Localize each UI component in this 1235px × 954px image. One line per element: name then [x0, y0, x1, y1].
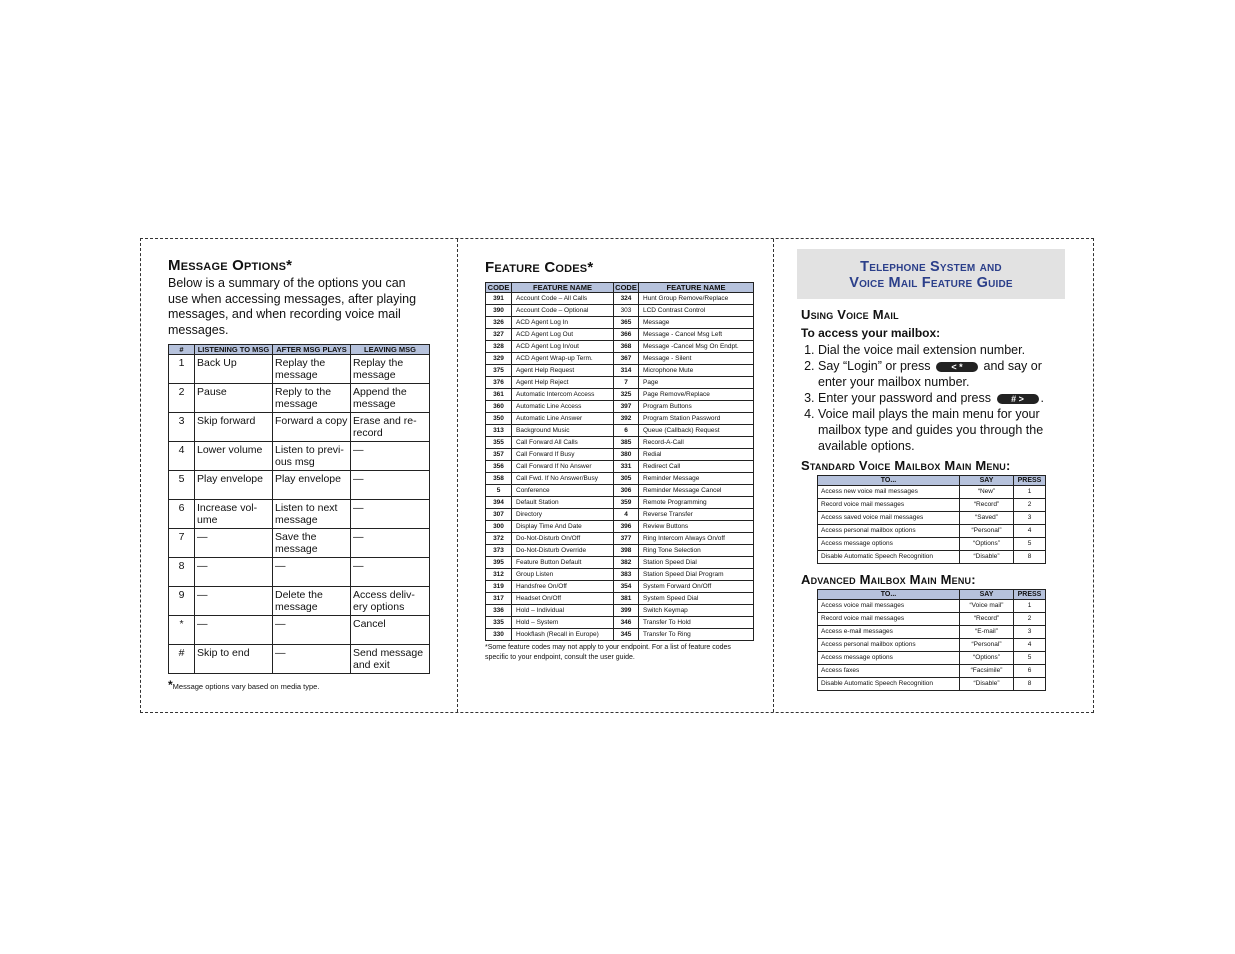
table-cell: 312: [486, 569, 512, 581]
table-cell: 313: [486, 425, 512, 437]
table-cell: 398: [614, 545, 639, 557]
table-cell: ACD Agent Log In: [512, 317, 614, 329]
feature-codes-header-row: [486, 283, 754, 293]
table-cell: Microphone Mute: [639, 365, 754, 377]
table-cell: Message - Silent: [639, 353, 754, 365]
table-cell: 394: [486, 497, 512, 509]
table-cell: Replay the message: [273, 355, 351, 384]
table-row: [169, 355, 430, 384]
table-cell: 395: [486, 557, 512, 569]
message-options-footnote: *Message options vary based on media type.: [168, 678, 320, 692]
table-cell: Listen to previ-ous msg: [273, 442, 351, 471]
table-cell: 367: [614, 353, 639, 365]
table-cell: Message: [639, 317, 754, 329]
table-cell: 361: [486, 389, 512, 401]
table-cell: “Facsimile”: [960, 665, 1014, 678]
table-cell: 331: [614, 461, 639, 473]
table-cell: Send message and exit: [351, 645, 430, 674]
table-cell: Access faxes: [818, 665, 960, 678]
table-cell: 2: [169, 384, 195, 413]
table-cell: Disable Automatic Speech Recognition: [818, 678, 960, 691]
table-cell: Reply to the message: [273, 384, 351, 413]
table-row: [486, 449, 754, 461]
column-header: PRESS: [1014, 590, 1046, 600]
table-cell: Page: [639, 377, 754, 389]
table-cell: Increase vol-ume: [195, 500, 273, 529]
table-cell: LCD Contrast Control: [639, 305, 754, 317]
table-cell: Directory: [512, 509, 614, 521]
table-cell: Program Buttons: [639, 401, 754, 413]
table-row: [486, 365, 754, 377]
column-header: FEATURE NAME: [512, 283, 614, 293]
table-cell: Headset On/Off: [512, 593, 614, 605]
table-cell: Automatic Line Access: [512, 401, 614, 413]
table-cell: 357: [486, 449, 512, 461]
standard-menu-heading: Standard Voice Mailbox Main Menu:: [801, 458, 1011, 473]
table-cell: Save the message: [273, 529, 351, 558]
table-cell: “Options”: [960, 538, 1014, 551]
table-cell: “Personal”: [960, 525, 1014, 538]
table-cell: Review Buttons: [639, 521, 754, 533]
table-row: [818, 499, 1046, 512]
step-2: 2. Say “Login” or press < * and say or enter your mailbox number.: [818, 358, 1067, 390]
table-cell: 325: [614, 389, 639, 401]
column-header: SAY: [960, 590, 1014, 600]
table-row: [818, 538, 1046, 551]
table-row: [486, 617, 754, 629]
table-cell: Remote Programming: [639, 497, 754, 509]
feature-codes-table: [485, 282, 754, 641]
table-cell: 306: [614, 485, 639, 497]
step-4: 4. Voice mail plays the main menu for your mailbox type and guides you through the available options.: [818, 406, 1067, 454]
step-3: 3. Enter your password and press # > .: [818, 390, 1067, 406]
table-cell: 4: [169, 442, 195, 471]
table-cell: Default Station: [512, 497, 614, 509]
column-header: SAY: [960, 476, 1014, 486]
table-cell: 8: [1014, 551, 1046, 564]
table-cell: 390: [486, 305, 512, 317]
table-cell: Access voice mail messages: [818, 600, 960, 613]
table-row: [486, 533, 754, 545]
table-row: [169, 645, 430, 674]
table-cell: Call Forward All Calls: [512, 437, 614, 449]
table-cell: Account Code – All Calls: [512, 293, 614, 305]
table-cell: 329: [486, 353, 512, 365]
table-cell: Group Listen: [512, 569, 614, 581]
table-cell: Forward a copy: [273, 413, 351, 442]
table-cell: 383: [614, 569, 639, 581]
table-cell: 380: [614, 449, 639, 461]
table-row: [486, 425, 754, 437]
table-cell: “Record”: [960, 499, 1014, 512]
table-cell: Message -Cancel Msg On Endpt.: [639, 341, 754, 353]
star-key-icon: < *: [936, 362, 978, 372]
table-row: [486, 473, 754, 485]
table-cell: —: [351, 529, 430, 558]
table-cell: 365: [614, 317, 639, 329]
table-row: [486, 413, 754, 425]
table-cell: Station Speed Dial: [639, 557, 754, 569]
table-row: [486, 581, 754, 593]
table-cell: Access deliv-ery options: [351, 587, 430, 616]
table-cell: 5: [169, 471, 195, 500]
table-row: [486, 485, 754, 497]
table-row: [486, 377, 754, 389]
table-row: [169, 471, 430, 500]
table-cell: 391: [486, 293, 512, 305]
table-cell: 7: [614, 377, 639, 389]
table-cell: Append the message: [351, 384, 430, 413]
table-cell: 385: [614, 437, 639, 449]
access-steps: [797, 342, 1067, 454]
table-cell: Delete the message: [273, 587, 351, 616]
column-header: AFTER MSG PLAYS: [273, 345, 351, 355]
message-options-panel: [168, 257, 429, 692]
table-cell: “E-mail”: [960, 626, 1014, 639]
table-cell: Switch Keymap: [639, 605, 754, 617]
table-cell: Disable Automatic Speech Recognition: [818, 551, 960, 564]
table-cell: Automatic Line Answer: [512, 413, 614, 425]
feature-codes-title: Feature Codes*: [485, 259, 594, 276]
table-row: [169, 413, 430, 442]
table-cell: 359: [614, 497, 639, 509]
table-cell: 8: [1014, 678, 1046, 691]
table-row: [486, 557, 754, 569]
table-cell: System Forward On/Off: [639, 581, 754, 593]
table-row: [486, 461, 754, 473]
table-cell: “Disable”: [960, 551, 1014, 564]
table-cell: Ring Intercom Always On/off: [639, 533, 754, 545]
message-options-title: Message Options*: [168, 257, 293, 274]
table-cell: Redirect Call: [639, 461, 754, 473]
message-options-table: [168, 344, 430, 674]
table-cell: 2: [1014, 499, 1046, 512]
table-cell: 6: [169, 500, 195, 529]
pound-key-icon: # >: [997, 394, 1039, 404]
table-cell: 372: [486, 533, 512, 545]
table-row: [486, 329, 754, 341]
table-cell: Handsfree On/Off: [512, 581, 614, 593]
table-cell: 3: [1014, 512, 1046, 525]
standard-menu-header-row: [818, 476, 1046, 486]
table-cell: Do-Not-Disturb Override: [512, 545, 614, 557]
table-cell: 328: [486, 341, 512, 353]
column-header: PRESS: [1014, 476, 1046, 486]
message-options-intro: Below is a summary of the options you can use when accessing messages, after playing messages, and when recording voice mail messages.: [168, 276, 417, 337]
table-cell: Lower volume: [195, 442, 273, 471]
table-cell: —: [273, 645, 351, 674]
table-cell: 358: [486, 473, 512, 485]
table-cell: Reminder Message: [639, 473, 754, 485]
fold-line: [457, 239, 458, 712]
table-cell: Access new voice mail messages: [818, 486, 960, 499]
table-cell: 4: [1014, 525, 1046, 538]
table-cell: Automatic Intercom Access: [512, 389, 614, 401]
table-row: [818, 639, 1046, 652]
column-header: LISTENING TO MSG: [195, 345, 273, 355]
table-cell: —: [351, 471, 430, 500]
table-row: [486, 497, 754, 509]
column-header: FEATURE NAME: [639, 283, 754, 293]
table-cell: 303: [614, 305, 639, 317]
table-cell: Transfer To Hold: [639, 617, 754, 629]
fold-line: [773, 239, 774, 712]
table-row: [818, 613, 1046, 626]
table-cell: Ring Tone Selection: [639, 545, 754, 557]
column-header: #: [169, 345, 195, 355]
table-cell: Hold – Individual: [512, 605, 614, 617]
table-row: [818, 512, 1046, 525]
table-cell: 326: [486, 317, 512, 329]
table-cell: Erase and re-record: [351, 413, 430, 442]
table-cell: 330: [486, 629, 512, 641]
table-cell: Feature Button Default: [512, 557, 614, 569]
table-cell: 356: [486, 461, 512, 473]
table-row: [818, 665, 1046, 678]
table-row: [486, 341, 754, 353]
table-cell: “Options”: [960, 652, 1014, 665]
table-cell: ACD Agent Log Out: [512, 329, 614, 341]
table-cell: Play envelope: [195, 471, 273, 500]
table-cell: Play envelope: [273, 471, 351, 500]
using-voice-mail-heading: Using Voice Mail: [801, 307, 899, 322]
table-cell: Call Forward If No Answer: [512, 461, 614, 473]
table-row: [486, 521, 754, 533]
voice-mail-panel: [797, 249, 1067, 691]
table-cell: 1: [1014, 600, 1046, 613]
table-cell: System Speed Dial: [639, 593, 754, 605]
table-row: [818, 600, 1046, 613]
table-cell: 368: [614, 341, 639, 353]
table-cell: Hookflash (Recall in Europe): [512, 629, 614, 641]
table-cell: Access personal mailbox options: [818, 525, 960, 538]
table-cell: 1: [1014, 486, 1046, 499]
table-cell: —: [351, 442, 430, 471]
table-cell: 3: [1014, 626, 1046, 639]
guide-title-line-2: Voice Mail Feature Guide: [849, 275, 1013, 291]
table-cell: “Record”: [960, 613, 1014, 626]
table-cell: Hunt Group Remove/Replace: [639, 293, 754, 305]
table-cell: 314: [614, 365, 639, 377]
table-row: [169, 616, 430, 645]
table-row: [818, 525, 1046, 538]
table-cell: 381: [614, 593, 639, 605]
table-cell: 305: [614, 473, 639, 485]
table-row: [486, 437, 754, 449]
table-cell: Agent Help Reject: [512, 377, 614, 389]
table-cell: Record-A-Call: [639, 437, 754, 449]
table-cell: Background Music: [512, 425, 614, 437]
table-row: [486, 305, 754, 317]
table-cell: 346: [614, 617, 639, 629]
table-cell: Access personal mailbox options: [818, 639, 960, 652]
column-header: CODE: [615, 283, 637, 292]
table-row: [169, 529, 430, 558]
table-cell: 375: [486, 365, 512, 377]
table-cell: 5: [1014, 538, 1046, 551]
table-cell: 366: [614, 329, 639, 341]
message-options-header-row: [169, 345, 430, 355]
table-row: [486, 629, 754, 641]
table-cell: Call Fwd. If No Answer/Busy: [512, 473, 614, 485]
table-row: [486, 389, 754, 401]
table-cell: 5: [1014, 652, 1046, 665]
table-cell: 373: [486, 545, 512, 557]
table-cell: Back Up: [195, 355, 273, 384]
table-cell: —: [195, 616, 273, 645]
table-row: [818, 551, 1046, 564]
table-cell: Program Station Password: [639, 413, 754, 425]
table-cell: 3: [169, 413, 195, 442]
table-row: [486, 569, 754, 581]
table-cell: 6: [614, 425, 639, 437]
guide-title: [797, 249, 1065, 299]
table-cell: 355: [486, 437, 512, 449]
table-cell: 377: [614, 533, 639, 545]
table-cell: Record voice mail messages: [818, 613, 960, 626]
table-cell: Agent Help Request: [512, 365, 614, 377]
standard-menu-table: [817, 475, 1046, 564]
table-cell: 307: [486, 509, 512, 521]
table-cell: Access e-mail messages: [818, 626, 960, 639]
table-cell: Listen to next message: [273, 500, 351, 529]
table-cell: ACD Agent Wrap-up Term.: [512, 353, 614, 365]
table-row: [818, 626, 1046, 639]
table-cell: 376: [486, 377, 512, 389]
table-cell: 399: [614, 605, 639, 617]
table-cell: Replay the message: [351, 355, 430, 384]
table-cell: 354: [614, 581, 639, 593]
feature-codes-footnote: *Some feature codes may not apply to your endpoint. For a list of feature codes specific to your endpoint, consult the user guide.: [485, 644, 731, 661]
column-header: TO...: [818, 476, 960, 486]
table-cell: 327: [486, 329, 512, 341]
table-cell: 2: [1014, 613, 1046, 626]
table-cell: 4: [614, 509, 639, 521]
table-row: [169, 500, 430, 529]
guide-title-line-1: Telephone System and: [860, 259, 1002, 275]
table-row: [818, 678, 1046, 691]
table-row: [818, 652, 1046, 665]
table-cell: 1: [169, 355, 195, 384]
to-access-heading: To access your mailbox:: [801, 326, 941, 340]
table-cell: 4: [1014, 639, 1046, 652]
table-cell: —: [195, 587, 273, 616]
table-cell: 335: [486, 617, 512, 629]
table-row: [169, 442, 430, 471]
table-cell: Hold – System: [512, 617, 614, 629]
table-cell: 382: [614, 557, 639, 569]
table-cell: Redial: [639, 449, 754, 461]
table-cell: Reminder Message Cancel: [639, 485, 754, 497]
table-row: [486, 509, 754, 521]
table-row: [486, 401, 754, 413]
column-header: TO...: [818, 590, 960, 600]
table-cell: —: [273, 558, 351, 587]
table-cell: Access saved voice mail messages: [818, 512, 960, 525]
table-cell: Call Forward If Busy: [512, 449, 614, 461]
table-cell: Do-Not-Disturb On/Off: [512, 533, 614, 545]
table-row: [169, 587, 430, 616]
table-cell: #: [169, 645, 195, 674]
table-cell: 396: [614, 521, 639, 533]
table-cell: Cancel: [351, 616, 430, 645]
table-cell: 324: [614, 293, 639, 305]
table-cell: 7: [169, 529, 195, 558]
column-header: LEAVING MSG: [351, 345, 430, 355]
table-cell: 392: [614, 413, 639, 425]
table-cell: —: [351, 558, 430, 587]
table-cell: Pause: [195, 384, 273, 413]
table-cell: 336: [486, 605, 512, 617]
step-1: 1. Dial the voice mail extension number.: [818, 342, 1067, 358]
table-cell: Account Code – Optional: [512, 305, 614, 317]
table-row: [486, 593, 754, 605]
table-cell: Conference: [512, 485, 614, 497]
table-cell: ACD Agent Log In/out: [512, 341, 614, 353]
table-cell: —: [195, 558, 273, 587]
table-cell: Message - Cancel Msg Left: [639, 329, 754, 341]
advanced-menu-header-row: [818, 590, 1046, 600]
table-cell: “Voice mail”: [960, 600, 1014, 613]
table-cell: Transfer To Ring: [639, 629, 754, 641]
table-cell: Reverse Transfer: [639, 509, 754, 521]
table-cell: 300: [486, 521, 512, 533]
table-cell: 9: [169, 587, 195, 616]
table-cell: “New”: [960, 486, 1014, 499]
table-row: [486, 353, 754, 365]
table-row: [486, 605, 754, 617]
table-cell: “Saved”: [960, 512, 1014, 525]
table-row: [486, 545, 754, 557]
table-cell: Skip to end: [195, 645, 273, 674]
advanced-menu-table: [817, 589, 1046, 691]
table-cell: 319: [486, 581, 512, 593]
table-cell: —: [273, 616, 351, 645]
feature-codes-panel: [485, 259, 753, 663]
table-cell: *: [169, 616, 195, 645]
table-cell: 317: [486, 593, 512, 605]
table-cell: Page Remove/Replace: [639, 389, 754, 401]
table-cell: —: [351, 500, 430, 529]
table-cell: Access message options: [818, 538, 960, 551]
table-cell: Station Speed Dial Program: [639, 569, 754, 581]
table-cell: —: [195, 529, 273, 558]
advanced-menu-heading: Advanced Mailbox Main Menu:: [801, 572, 976, 587]
table-cell: Access message options: [818, 652, 960, 665]
table-cell: “Disable”: [960, 678, 1014, 691]
table-cell: Display Time And Date: [512, 521, 614, 533]
table-row: [486, 293, 754, 305]
table-cell: “Personal”: [960, 639, 1014, 652]
table-cell: Record voice mail messages: [818, 499, 960, 512]
table-row: [169, 384, 430, 413]
table-row: [818, 486, 1046, 499]
table-cell: 345: [614, 629, 639, 641]
column-header: CODE: [486, 283, 512, 293]
table-row: [169, 558, 430, 587]
table-cell: Queue (Callback) Request: [639, 425, 754, 437]
table-cell: 8: [169, 558, 195, 587]
table-cell: Skip forward: [195, 413, 273, 442]
table-cell: 5: [486, 485, 512, 497]
table-cell: 350: [486, 413, 512, 425]
table-cell: 6: [1014, 665, 1046, 678]
table-cell: 360: [486, 401, 512, 413]
table-cell: 397: [614, 401, 639, 413]
guide-sheet: [140, 238, 1094, 713]
table-row: [486, 317, 754, 329]
